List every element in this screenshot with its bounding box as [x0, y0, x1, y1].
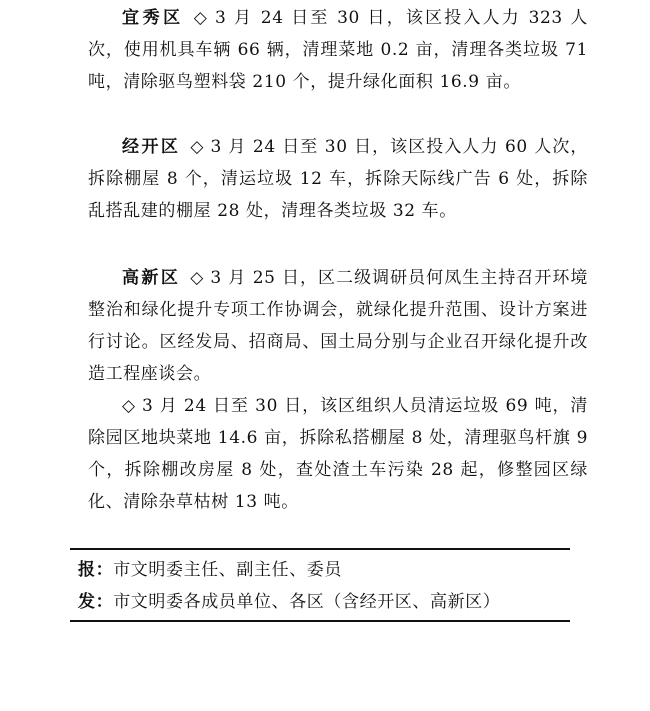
section-gaoxin [88, 262, 588, 390]
top-rule-divider [70, 548, 570, 550]
send-recipients: 市文明委各成员单位、各区（含经开区、高新区） [113, 592, 501, 612]
section-text: 3 月 25 日，区二级调研员何凤生主持召开环境整治和绿化提升专项工作协调会，就绿化提升范围、设计方案进行讨论。区经发局、招商局、国土局分别与企业召开绿化提升改造工程座谈会。 [88, 268, 588, 384]
section-yixiu [88, 2, 588, 98]
section-text: 3 月 24 日至 30 日，该区组织人员清运垃圾 69 吨，清除园区地块菜地 14.6 亩，拆除私搭棚屋 8 处，清理驱鸟杆旗 9 个，拆除棚改房屋 8 处，查处渣土车污染 28 起，修整园区绿化、清除杂草枯树 13 吨。 [88, 396, 588, 512]
report-label: 报： [78, 560, 114, 580]
report-to-line [78, 558, 342, 582]
report-recipients: 市文明委主任、副主任、委员 [113, 560, 343, 580]
district-name: 宜秀区 [122, 8, 184, 28]
send-label: 发： [78, 592, 114, 612]
bottom-rule-divider [70, 620, 570, 622]
diamond-marker: ◇ [193, 8, 210, 28]
district-name: 高新区 [122, 268, 181, 288]
section-jingkai [88, 131, 588, 227]
diamond-marker: ◇ [122, 396, 136, 416]
section-text: 3 月 24 日至 30 日，该区投入人力 60 人次，拆除棚屋 8 个，清运垃圾 12 车，拆除天际线广告 6 处，拆除乱搭乱建的棚屋 28 处，清理各类垃圾 32 车。 [88, 137, 588, 221]
section-text: 3 月 24 日至 30 日，该区投入人力 323 人次，使用机具车辆 66 辆，清理菜地 0.2 亩，清理各类垃圾 71 吨，清除驱鸟塑料袋 210 个，提升绿化面积 16.9 亩。 [88, 8, 589, 92]
send-to-line [78, 590, 500, 614]
diamond-marker: ◇ [190, 137, 205, 157]
section-gaoxin-continued [88, 390, 588, 518]
diamond-marker: ◇ [190, 268, 205, 288]
district-name: 经开区 [122, 137, 181, 157]
